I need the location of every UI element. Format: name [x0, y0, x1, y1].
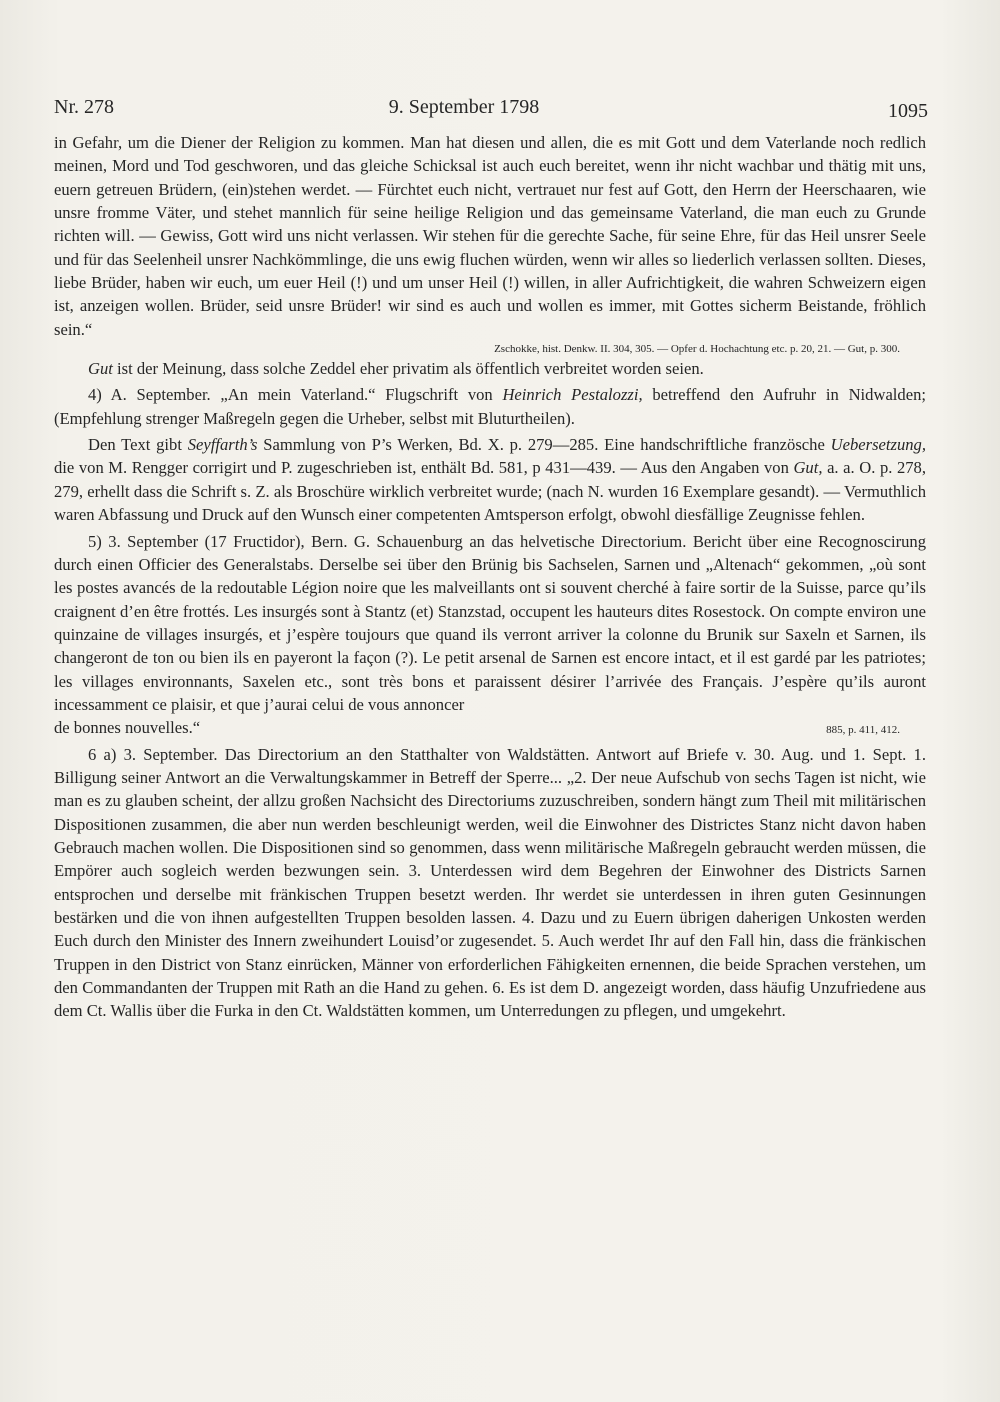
page-number: 1095 — [888, 100, 928, 122]
text-run: die von M. Rengger corrigirt und P. zugeschrieben ist, enthält Bd. 581, p 431—439. — Aus den Angaben von — [54, 458, 794, 478]
running-header — [54, 96, 928, 122]
paragraph-entry-4 — [54, 383, 926, 430]
italic-term: Uebersetzung, — [830, 435, 927, 455]
text-run: betreffend den Aufruhr in Nidwalden; (Empfehlung strenger Maßregeln gegen die Urheber, selbst mit Bluturtheilen). — [54, 385, 926, 428]
text-run: Sammlung von P’s Werken, Bd. X. p. 279—285. Eine handschriftliche französche — [257, 435, 831, 455]
paragraph-entry-5-tail — [54, 716, 926, 739]
author-name: Seyffarth’s — [187, 435, 258, 455]
author-name: Gut — [88, 359, 113, 379]
page-body — [54, 131, 926, 1023]
header-date: 9. September 1798 — [388, 96, 540, 118]
paragraph-gut-opinion — [54, 357, 926, 380]
paragraph-entry-6a: 6 a) 3. September. Das Directorium an den Statthalter von Waldstätten. Antwort auf Briefe v. 30. Aug. und 1. Sept. 1. Billigung seiner Antwort an die Verwaltungskammer in Betreff der Sperre... „2. Der neue Aufschub von sechs Tagen ist nicht, wie man es zu glauben scheint, der allzu großen Nachsicht des Directoriums zuzuschreiben, sondern hängt zum Theil mit militärischen Dispositionen zusammen, die aber nun werden beschleunigt werden, weil die Einwohner des Districtes Stanz nicht davon haben Gebrauch machen wollen. Die Dispositionen sind so genommen, dass wenn militärische Maßregeln gebraucht werden müssen, die Empörer auch sogleich werden bezwungen sein. 3. Unterdessen wird dem Begehren der Einwohner des Districts Sarnen entsprochen und derselbe mit fränkischen Truppen besetzt werden. Ihr werdet sie unterdessen in ihren guten Gesinnungen bestärken und die von ihnen aufgestellten Truppen besolden lassen. 4. Dazu und zu Euern übrigen daherigen Unkosten werden Euch durch den Minister des Innern zweihundert Louisd’or zugesendet. 5. Auch werdet Ihr auf den Fall hin, dass die fränkischen Truppen in den District von Stanz einrücken, Männer von erforderlichen Fähigkeiten ernennen, die beide Sprachen verstehen, um den Commandanten der Truppen mit Rath an die Hand zu gehen. 6. Es ist dem D. angezeigt worden, dass häufig Unzufriedene aus dem Ct. Wallis über die Furka in den Ct. Waldstätten kommen, um Unterredungen zu pflegen, und umgekehrt. — [54, 744, 926, 1021]
text-run: ist der Meinung, dass solche Zeddel eher privatim als öffentlich verbreitet worden seien. — [112, 359, 704, 379]
author-name: Gut, — [793, 458, 823, 478]
text-run: a. a. O. p. 278, 279, erhellt dass die Schrift s. Z. als Broschüre wirklich verbreitet wurde; (nach N. wurden 16 Exemplare gesandt). — Vermuthlich waren Abfassung und Druck auf den Wunsch einer competenten Amtsperson erfolgt, obwohl diesfällige Zeugnisse fehlen. — [54, 458, 927, 525]
paragraph-entry-5: 5) 3. September (17 Fructidor), Bern. G. Schauenburg an das helvetische Directorium. Bericht über eine Recognoscirung durch einen Officier des Generalstabs. Derselbe sei über den Brünig bis Sachselen, Sarnen und „Altenach“ gekommen, „où sont les postes avancés de la redoutable Légion noire que les malveillants ont si souvent cherché à faire sortir de la Suisse, parce qu’ils craignent d’en être frottés. Les insurgés sont à Stantz (et) Stanzstad, occupent les hauteurs dites Rosestock. On compte environ une quinzaine de villages insurgés, et j’espère toujours que quand ils verront arriver la colonne du Brunik sur Saxeln et Sarnen, ils changeront de ton ou bien ils en payeront la façon (?). Le petit arsenal de Sarnen est encore intact, et il est gardé par les patriotes; les villages environnants, Saxelen etc., sont très bons et paraissent désirer l’arrivée des Français. J’espère qu’ils auront incessamment ce plaisir, et que j’aurai celui de vous annoncer — [54, 531, 926, 714]
text-run: de bonnes nouvelles.“ — [54, 718, 201, 738]
author-name: Heinrich Pestalozzi, — [502, 385, 643, 405]
paragraph-proclamation: in Gefahr, um die Diener der Religion zu kommen. Man hat diesen und allen, die es mit Gott und dem Vaterlande noch redlich meinen, Mord und Tod geschworen, und das gleiche Schicksal ist auch euch bereitet, wenn ihr nicht wachbar und thätig mit uns, euern getreuen Brüdern, (ein)stehen werdet. — Fürchtet euch nicht, vertrauet nur fest auf Gott, den Herrn der Heerschaaren, wie unsre fromme Väter, und stehet mannlich für seine heilige Religion und das gemeinsame Vaterland, die man euch zu Grunde richten will. — Gewiss, Gott wird uns nicht verlassen. Wir stehen für die gerechte Sache, für seine Ehre, für das Heil unsrer Seele und für das Seelenheil unsrer Nachkömmlinge, die uns ewig fluchen würden, wenn wir alles so liederlich verlassen sollten. Dieses, liebe Brüder, haben wir euch, um euer Heil (!) und um unser Heil (!) willen, in aller Aufrichtigkeit, die wahren Schweizern eigen ist, anzeigen wollen. Brüder, seid unsre Brüder! wir sind es auch und wollen es immer, mit Gottes sicherm Beistande, fröhlich sein.“ — [54, 133, 926, 339]
source-reference: 885, p. 411, 412. — [826, 724, 900, 737]
paragraph-entry-4-notes — [54, 433, 926, 526]
source-reference: Zschokke, hist. Denkw. II. 304, 305. — Opfer d. Hochachtung etc. p. 20, 21. — Gut, p. 300. — [494, 343, 900, 356]
text-run: 4) A. September. „An mein Vaterland.“ Flugschrift von — [88, 385, 503, 405]
entry-number: Nr. 278 — [54, 96, 114, 118]
text-run: Den Text gibt — [88, 435, 188, 455]
